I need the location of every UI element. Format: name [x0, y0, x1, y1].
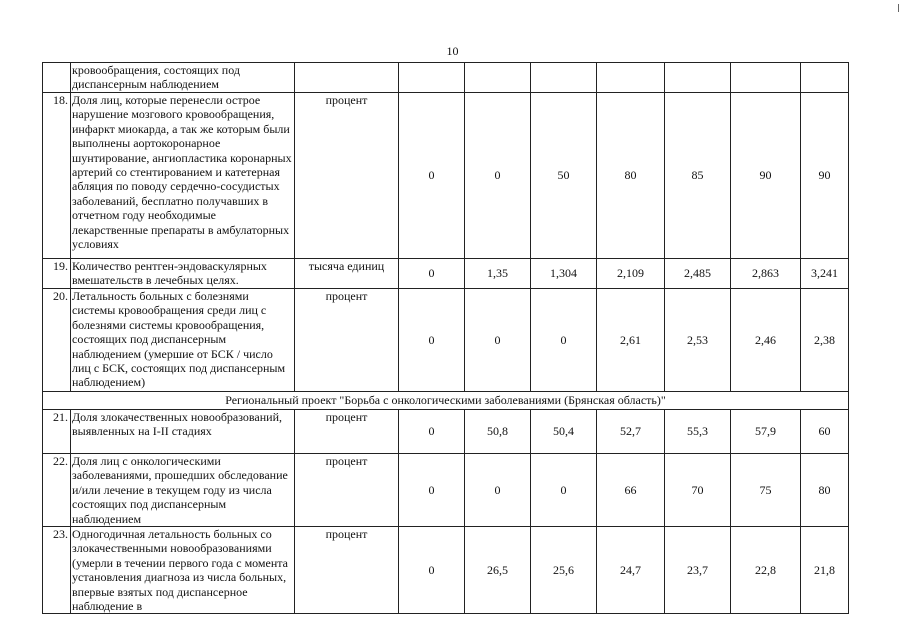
table-row [43, 527, 849, 614]
value-cell: 50,8 [465, 410, 531, 454]
value-cell: 1,304 [531, 259, 597, 289]
value-cell: 0 [465, 93, 531, 259]
indicator-name-cell: Доля лиц, которые перенесли острое нарушение мозгового кровообращения, инфаркт миокарда, а так же которым были выполнены аортокоронарное шунтирование, ангиопластика коронарных артерий со стентированием и катетерная абляция по поводу сердечно-сосудистых заболеваний, бесплатно получавших в отчетном году необходимые лекарственные препараты в амбулаторных условиях [71, 93, 295, 259]
value-cell: 23,7 [665, 527, 731, 614]
value-cell: 0 [399, 259, 465, 289]
row-number-cell [43, 63, 71, 93]
table-row [43, 410, 849, 454]
value-cell: 21,8 [801, 527, 849, 614]
value-cell: 2,46 [731, 289, 801, 392]
unit-cell: процент [295, 410, 399, 454]
row-number-cell: 23. [43, 527, 71, 614]
row-number-cell: 18. [43, 93, 71, 259]
table-row [43, 289, 849, 392]
value-cell: 50,4 [531, 410, 597, 454]
table-row [43, 454, 849, 527]
unit-cell: процент [295, 454, 399, 527]
page-number: 10 [446, 44, 459, 58]
value-cell: 80 [597, 93, 665, 259]
unit-cell: процент [295, 527, 399, 614]
unit-cell: процент [295, 289, 399, 392]
value-cell: 0 [531, 454, 597, 527]
indicator-name-cell: Количество рентген-эндоваскулярных вмешательств в лечебных целях. [71, 259, 295, 289]
table-row [43, 93, 849, 259]
indicator-name-cell: Доля злокачественных новообразований, выявленных на I-II стадиях [71, 410, 295, 454]
section-header-row [43, 392, 849, 410]
indicators-table [42, 62, 849, 614]
value-cell: 24,7 [597, 527, 665, 614]
value-cell: 2,38 [801, 289, 849, 392]
indicator-name-cell: Летальность больных с болезнями системы кровообращения среди лиц с болезнями системы кровообращения, состоящих под диспансерным наблюдением (умершие от БСК / число лиц с БСК, состоящих под диспансерным наблюдением) [71, 289, 295, 392]
value-cell: 57,9 [731, 410, 801, 454]
value-cell: 52,7 [597, 410, 665, 454]
value-cell: 1,35 [465, 259, 531, 289]
table-row [43, 259, 849, 289]
value-cell: 50 [531, 93, 597, 259]
row-number-cell: 19. [43, 259, 71, 289]
value-cell: 0 [399, 527, 465, 614]
value-cell: 0 [399, 410, 465, 454]
value-cell: 2,863 [731, 259, 801, 289]
value-cell: 2,53 [665, 289, 731, 392]
indicator-name-cell: Доля лиц с онкологическими заболеваниями, прошедших обследование и/или лечение в текущем году из числа состоящих под диспансерным наблюдением [71, 454, 295, 527]
unit-cell: процент [295, 93, 399, 259]
value-cell: 2,61 [597, 289, 665, 392]
indicator-name-cell: кровообращения, состоящих под диспансерным наблюдением [71, 63, 295, 93]
value-cell: 0 [399, 93, 465, 259]
unit-cell: тысяча единиц [295, 259, 399, 289]
indicator-name-cell: Одногодичная летальность больных со злокачественными новообразованиями (умерли в течении первого года с момента установления диагноза из числа больных, впервые взятых под диспансерное наблюдение в [71, 527, 295, 614]
value-cell: 0 [465, 289, 531, 392]
row-number-cell: 21. [43, 410, 71, 454]
value-cell: 22,8 [731, 527, 801, 614]
scan-edge-mark [898, 4, 899, 12]
row-number-cell: 20. [43, 289, 71, 392]
value-cell: 0 [465, 454, 531, 527]
value-cell: 60 [801, 410, 849, 454]
value-cell: 0 [399, 454, 465, 527]
value-cell: 85 [665, 93, 731, 259]
value-cell: 2,485 [665, 259, 731, 289]
value-cell: 55,3 [665, 410, 731, 454]
value-cell: 3,241 [801, 259, 849, 289]
value-cell: 0 [399, 289, 465, 392]
table-row-continuation [43, 63, 849, 93]
value-cell: 0 [531, 289, 597, 392]
value-cell: 75 [731, 454, 801, 527]
value-cell: 90 [731, 93, 801, 259]
value-cell: 90 [801, 93, 849, 259]
value-cell: 80 [801, 454, 849, 527]
value-cell: 26,5 [465, 527, 531, 614]
value-cell: 2,109 [597, 259, 665, 289]
value-cell: 66 [597, 454, 665, 527]
value-cell: 70 [665, 454, 731, 527]
section-title: Региональный проект "Борьба с онкологическими заболеваниями (Брянская область)" [43, 392, 849, 410]
row-number-cell: 22. [43, 454, 71, 527]
value-cell: 25,6 [531, 527, 597, 614]
